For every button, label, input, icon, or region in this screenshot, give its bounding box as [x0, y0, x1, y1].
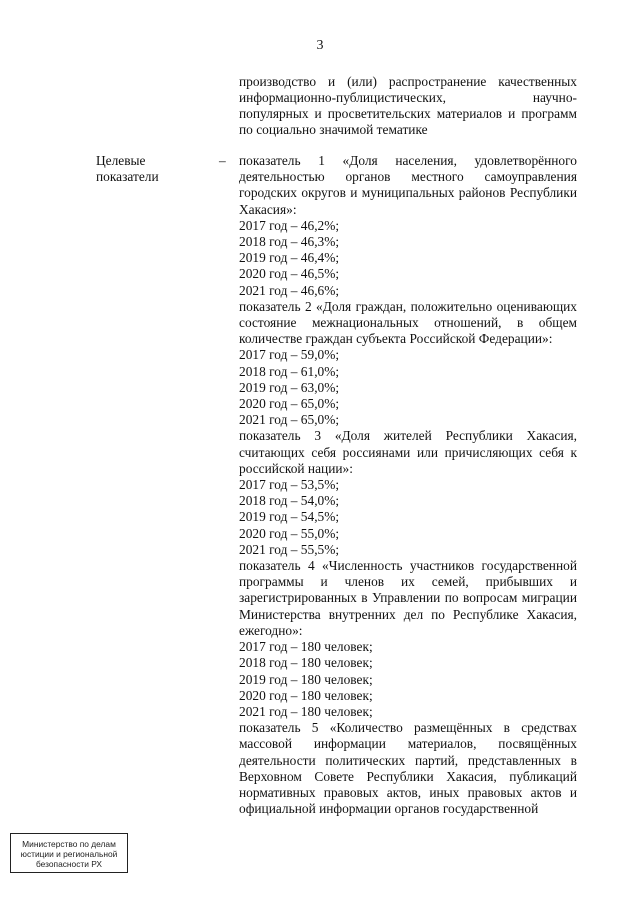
stamp-line: юстиции и региональной	[20, 849, 118, 859]
indicator-1-year: 2021 год – 46,6%;	[239, 282, 340, 298]
indicator-4-year: 2017 год – 180 человек;	[239, 639, 373, 655]
section-label: Целевые показатели	[96, 153, 159, 184]
indicator-4-text: показатель 4 «Численность участников государственной программы и членов их семей, прибывших и зарегистрированных в Управлении по вопросам миграции Министерства внутренних дел по Республике Хакасия, ежегодно»:	[239, 558, 577, 638]
indicator-5-text: показатель 5 «Количество размещённых в средствах массовой информации материалов, посвящённых деятельности политических партий, представленных в Верховном Совете Республики Хакасия, публикаций нормативных правовых актов, иных правовых актов и официальной информации органов государственной	[239, 720, 577, 817]
intro-line: популярных и просветительских материалов и программ	[239, 106, 577, 121]
indicator-4-year: 2021 год – 180 человек;	[239, 703, 373, 719]
indicator-1-year: 2019 год – 46,4%;	[239, 250, 340, 266]
indicator-2-year: 2018 год – 61,0%;	[239, 363, 340, 379]
indicator-1-text: показатель 1 «Доля населения, удовлетворённого деятельностью органов местного самоуправления городских округов и муниципальных районов Республики Хакасия»:	[239, 153, 577, 217]
indicator-3-year: 2021 год – 55,5%;	[239, 541, 340, 557]
indicator-2-year: 2020 год – 65,0%;	[239, 396, 340, 412]
stamp-line: безопасности РХ	[35, 859, 103, 869]
intro-line: по социально значимой тематике	[239, 122, 428, 137]
ministry-stamp	[10, 833, 128, 873]
indicator-1-year: 2018 год – 46,3%;	[239, 234, 340, 250]
intro-line: информационно-публицистических, научно-	[239, 90, 577, 105]
indicator-3-year: 2020 год – 55,0%;	[239, 525, 340, 541]
indicator-4-year: 2020 год – 180 человек;	[239, 687, 373, 703]
indicator-4-year: 2019 год – 180 человек;	[239, 671, 373, 687]
intro-paragraph	[239, 74, 577, 138]
page-number: 3	[316, 38, 324, 53]
indicator-2-year: 2021 год – 65,0%;	[239, 412, 340, 428]
indicator-2-year: 2019 год – 63,0%;	[239, 379, 340, 395]
indicator-2-year: 2017 год – 59,0%;	[239, 347, 340, 363]
indicator-3-year: 2017 год – 53,5%;	[239, 477, 340, 493]
indicator-4-year: 2018 год – 180 человек;	[239, 655, 373, 671]
indicators-list	[239, 153, 577, 817]
indicator-3-year: 2018 год – 54,0%;	[239, 493, 340, 509]
indicator-1-year: 2020 год – 46,5%;	[239, 266, 340, 282]
stamp-line: Министерство по делам	[22, 839, 116, 849]
indicator-2-text: показатель 2 «Доля граждан, положительно оценивающих состояние межнациональных отношений, в общем количестве граждан субъекта Российской Федерации»:	[239, 298, 577, 347]
section-dash: –	[219, 153, 226, 168]
indicator-1-year: 2017 год – 46,2%;	[239, 217, 340, 233]
indicator-3-year: 2019 год – 54,5%;	[239, 509, 340, 525]
indicator-3-text: показатель 3 «Доля жителей Республики Хакасия, считающих себя россиянами или причисляющих себя к российской нации»:	[239, 428, 577, 476]
intro-line: производство и (или) распространение качественных	[239, 74, 577, 89]
